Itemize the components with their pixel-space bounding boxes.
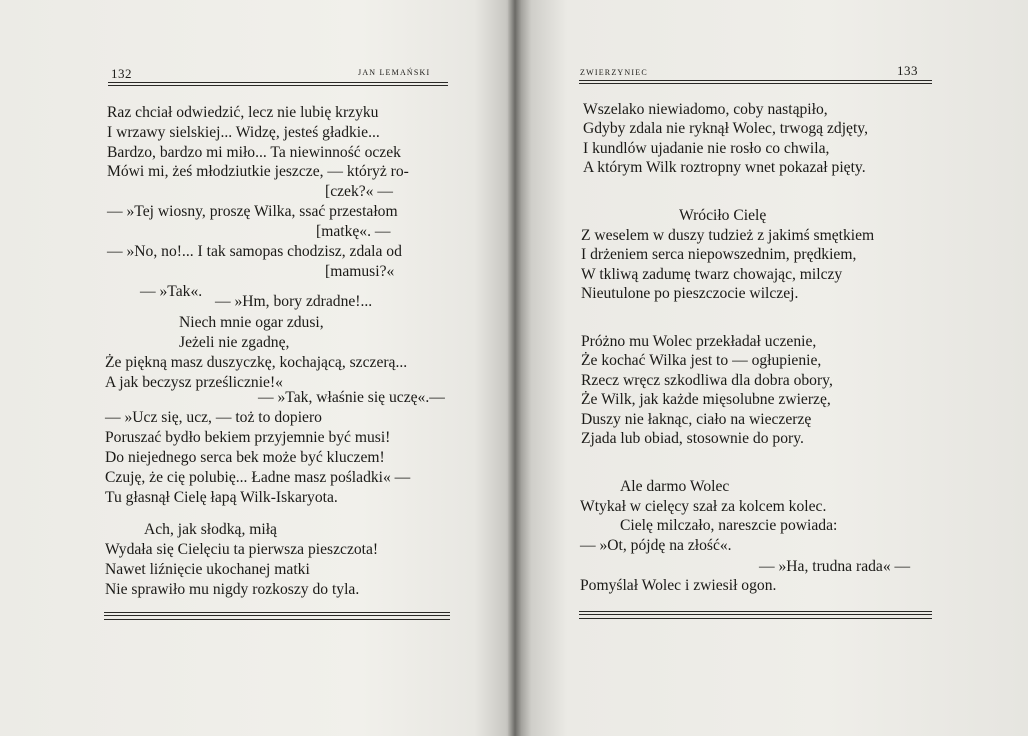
verse-line: Rzecz wręcz szkodliwa dla dobra obory, bbox=[581, 372, 833, 389]
footer-rule-thin bbox=[579, 618, 932, 619]
verse-line: Że Wilk, jak każde mięsolubne zwierzę, bbox=[581, 391, 831, 408]
verse-line: A którym Wilk roztropny wnet pokazał pięty. bbox=[583, 159, 866, 176]
verse-line: I kundlów ujadanie nie rosło co chwila, bbox=[583, 140, 830, 157]
verse-line: Gdyby zdala nie ryknął Wolec, trwogą zdjęty, bbox=[583, 120, 868, 137]
verse-line: Próżno mu Wolec przekładał uczenie, bbox=[581, 333, 817, 350]
verse-line: Czuję, że cię polubię... Ładne masz pośladki« — bbox=[105, 469, 411, 486]
verse-line: Ale darmo Wolec bbox=[620, 478, 730, 495]
verse-line: [matkę«. — bbox=[316, 223, 391, 240]
running-head: ZWIERZYNIEC bbox=[580, 68, 648, 77]
verse-line: Duszy nie łaknąc, ciało na wieczerzę bbox=[581, 411, 812, 428]
header-rule bbox=[579, 80, 932, 84]
verse-line: Że piękną masz duszyczkę, kochającą, szczerą... bbox=[105, 354, 408, 371]
verse-line: Mówi mi, żeś młodziutkie jeszcze, — któryż ro- bbox=[107, 163, 409, 180]
footer-rule bbox=[104, 612, 450, 616]
verse-line: Wróciło Cielę bbox=[679, 207, 767, 224]
footer-rule bbox=[579, 611, 932, 615]
header-rule bbox=[108, 82, 448, 86]
verse-line: Nawet liźnięcie ukochanej matki bbox=[105, 561, 310, 578]
verse-line: — »No, no!... I tak samopas chodzisz, zdala od bbox=[107, 243, 402, 260]
running-head: JAN LEMAŃSKI bbox=[358, 68, 431, 77]
footer-rule-thin bbox=[104, 619, 450, 620]
verse-line: — »Ucz się, ucz, — toż to dopiero bbox=[105, 409, 322, 426]
verse-line: Cielę milczało, nareszcie powiada: bbox=[620, 517, 838, 534]
verse-line: Wydała się Cielęciu ta pierwsza pieszczota! bbox=[105, 541, 379, 558]
verse-line: — »Ha, trudna rada« — bbox=[759, 558, 911, 575]
verse-line: Ach, jak słodką, miłą bbox=[144, 521, 277, 538]
verse-line: Wszelako niewiadomo, coby nastąpiło, bbox=[583, 101, 828, 118]
verse-line: — »Tak, właśnie się uczę«.— bbox=[258, 389, 445, 406]
verse-line: Z weselem w duszy tudzież z jakimś smętkiem bbox=[581, 227, 875, 244]
verse-line: Zjada lub obiad, stosownie do pory. bbox=[581, 430, 804, 447]
verse-line: Że kochać Wilka jest to — ogłupienie, bbox=[581, 352, 822, 369]
verse-line: I drżeniem serca niepowszednim, prędkiem, bbox=[581, 246, 857, 263]
verse-line: Poruszać bydło bekiem przyjemnie być musi! bbox=[105, 429, 391, 446]
right-page bbox=[516, 0, 1028, 736]
verse-line: — »Tej wiosny, proszę Wilka, ssać przestałom bbox=[107, 203, 398, 220]
verse-line: Bardzo, bardzo mi miło... Ta niewinność oczek bbox=[107, 144, 401, 161]
verse-line: Do niejednego serca bek może być kluczem! bbox=[105, 449, 385, 466]
page-number: 133 bbox=[897, 63, 918, 78]
verse-line: A jak beczysz prześlicznie!« bbox=[105, 374, 283, 391]
verse-line: Niech mnie ogar zdusi, bbox=[179, 314, 324, 331]
verse-line: [czek?« — bbox=[325, 183, 393, 200]
verse-line: Jeżeli nie zgadnę, bbox=[179, 334, 290, 351]
verse-line: I wrzawy sielskiej... Widzę, jesteś gładkie... bbox=[107, 124, 380, 141]
verse-line: Tu głasnął Cielę łapą Wilk-Iskaryota. bbox=[105, 489, 338, 506]
verse-line: Wtykał w cielęcy szał za kolcem kolec. bbox=[580, 498, 827, 515]
verse-line: — »Ot, pójdę na złość«. bbox=[580, 537, 732, 554]
verse-line: — »Tak«. bbox=[140, 283, 203, 300]
verse-line: Nieutulone po pieszczocie wilczej. bbox=[581, 285, 799, 302]
page-number: 132 bbox=[111, 66, 132, 81]
verse-line: Raz chciał odwiedzić, lecz nie lubię krzyku bbox=[107, 104, 379, 121]
verse-line: W tkliwą zadumę twarz chowając, milczy bbox=[581, 266, 843, 283]
verse-line: [mamusi?« bbox=[325, 263, 395, 280]
verse-line: Nie sprawiło mu nigdy rozkoszy do tyla. bbox=[105, 581, 360, 598]
verse-line: — »Hm, bory zdradne!... bbox=[215, 293, 373, 310]
verse-line: Pomyślał Wolec i zwiesił ogon. bbox=[580, 577, 777, 594]
book-gutter bbox=[508, 0, 522, 736]
